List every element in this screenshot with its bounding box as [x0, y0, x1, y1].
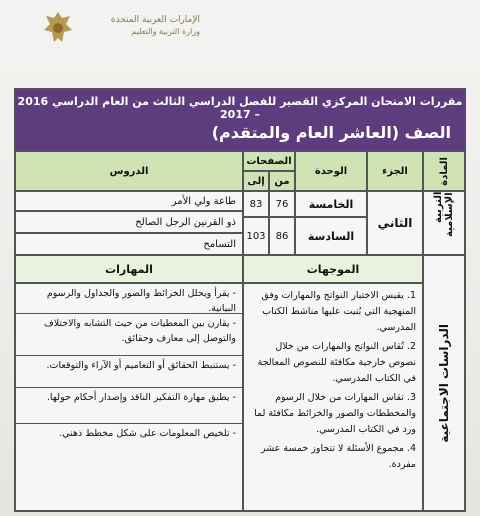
guides-list [243, 283, 423, 511]
col-lessons: الدروس [15, 151, 243, 191]
part-cell: الثاني [367, 191, 423, 255]
skill-item: - يقرأ ويحلل الخرائط والصور والجداول والرسوم البيانية. [16, 284, 242, 314]
to-5: 83 [243, 191, 269, 217]
grade-label: الصف (العاشر العام والمتقدم) [211, 123, 451, 142]
skill-item: - يطبق مهارة التفكير الناقد وإصدار أحكام حولها. [16, 388, 242, 424]
ministry-line-1: الإمارات العربية المتحدة [110, 15, 200, 25]
unit-6: السادسة [295, 217, 367, 255]
uae-emblem-icon [40, 8, 76, 48]
col-pages: الصفحات [243, 151, 295, 171]
from-5: 76 [269, 191, 295, 217]
lesson-3: التسامح [15, 233, 243, 255]
guide-item: 1. يقيس الاختبار النواتج والمهارات وفق المنهجية التي بُنيت عليها مناشط الكتاب المدرسي. [261, 290, 416, 333]
col-to: إلى [243, 171, 269, 191]
skill-item: - تلخيص المعلومات على شكل مخطط ذهني. [59, 428, 236, 439]
lesson-2: ذو القرنين الرجل الصالح [15, 211, 243, 233]
exam-table [14, 88, 466, 512]
ministry-line-2: وزارة التربية والتعليم [131, 27, 200, 36]
guide-item: 3. تقاس المهارات من خلال الرسوم والمخططات والصور والخرائط مكافئة لما ورد في الكتاب المدرسي. [254, 392, 416, 435]
table-header [15, 89, 465, 151]
guides-header: الموجهات [243, 255, 423, 283]
skill-item: - يستنبط الحقائق أو التعاميم أو الآراء والتوقعات. [16, 356, 242, 388]
from-6: 86 [269, 217, 295, 255]
to-6: 103 [243, 217, 269, 255]
unit-5: الخامسة [295, 191, 367, 217]
guide-item: 2. تُقاس النواتج والمهارات من خلال نصوص خارجية مكافئة للنصوص المعالجة في الكتاب المدرسي. [257, 341, 416, 384]
lesson-1: طاعة ولي الأمر [15, 191, 243, 211]
subject-social-label: الدراسات الاجتماعية [437, 323, 451, 443]
skills-header: المهارات [15, 255, 243, 283]
col-subject [423, 151, 465, 191]
subject-social [423, 255, 465, 511]
skills-list [15, 283, 243, 511]
col-from: من [269, 171, 295, 191]
col-part: الجزء [367, 151, 423, 191]
col-subject-label: المادة [438, 156, 450, 186]
col-unit: الوحدة [295, 151, 367, 191]
subject-islamic [423, 191, 465, 255]
subject-islamic-label: التربية الإسلامية [433, 192, 455, 237]
guide-item: 4. مجموع الأسئلة لا تتجاوز خمسة عشر مفردة. [260, 443, 416, 470]
skill-item: - يقارن بين المعطيات من حيث التشابه والاختلاف والتوصل إلى معارف وحقائق. [16, 314, 242, 356]
table-title: مقررات الامتحان المركزي القصير للفصل الدراسي الثالث من العام الدراسي 2016 – 2017 [17, 95, 463, 121]
ministry-name [80, 14, 200, 38]
